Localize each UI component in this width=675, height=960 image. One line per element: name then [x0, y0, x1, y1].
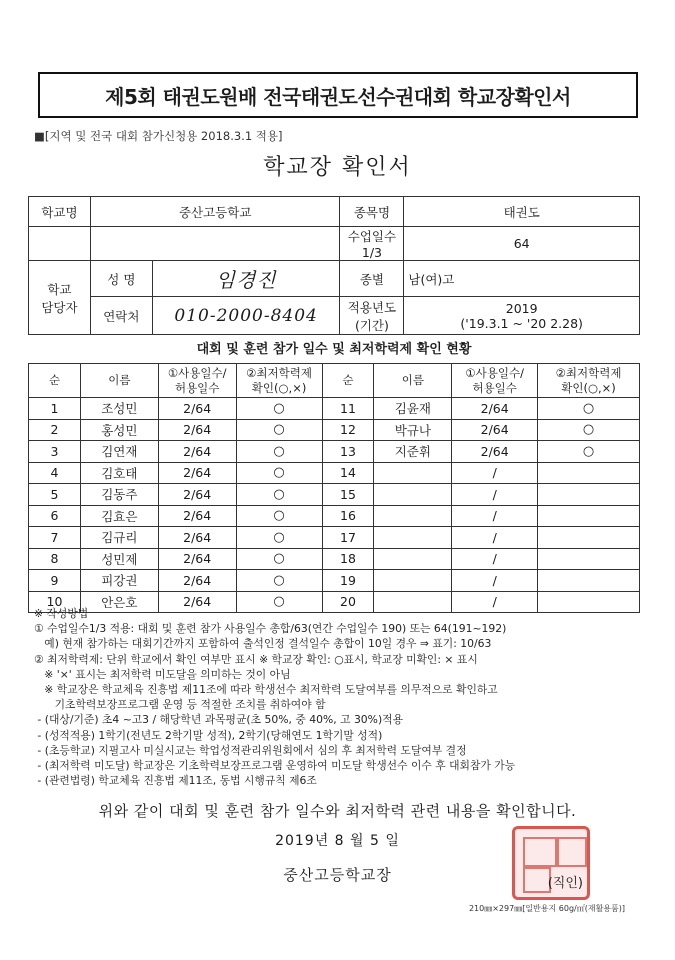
row-days: / — [452, 484, 538, 506]
row-days: 2/64 — [158, 505, 236, 527]
row-check: ○ — [538, 398, 640, 420]
status-title: 대회 및 훈련 참가 일수 및 최저학력제 확인 현황 — [196, 342, 472, 357]
row-name: 안은호 — [80, 591, 158, 613]
row-check — [538, 548, 640, 570]
row-no: 1 — [29, 398, 81, 420]
row-no: 7 — [29, 527, 81, 549]
row-check: ○ — [538, 441, 640, 463]
instruction-line: ※ 학교장은 학교체육 진흥법 제11조에 따라 학생선수 최저학력 도달여부를 의무적으로 확인하고 — [34, 683, 498, 697]
row-days: 2/64 — [158, 441, 236, 463]
row-no: 10 — [29, 591, 81, 613]
row-days: 2/64 — [158, 548, 236, 570]
confirmation-statement: 위와 같이 대회 및 훈련 참가 일수와 최저학력 관련 내용을 확인합니다. — [98, 802, 577, 820]
row-no: 16 — [322, 505, 374, 527]
row-no: 13 — [322, 441, 374, 463]
row-name — [374, 548, 452, 570]
row-check — [538, 570, 640, 592]
col-check: ②최저학력제 확인(○,×) — [236, 364, 322, 398]
row-name — [374, 527, 452, 549]
form-note: ■[지역 및 전국 대회 참가신청용 2018.3.1 적용] — [34, 129, 283, 143]
table-row — [29, 505, 640, 527]
year-value: 2019 ('19.3.1 ~ '20 2.28) — [404, 297, 640, 335]
row-days: 2/64 — [158, 398, 236, 420]
row-name — [374, 462, 452, 484]
row-days: 2/64 — [158, 419, 236, 441]
row-no: 17 — [322, 527, 374, 549]
table-row — [29, 548, 640, 570]
row-no: 12 — [322, 419, 374, 441]
row-days: 2/64 — [158, 484, 236, 506]
instruction-line: - (초등학교) 지필고사 미실시교는 학업성적관리위원회에서 심의 후 최저학력 도달여부 결정 — [34, 743, 467, 757]
instruction-line: - (대상/기준) 초4 ~고3 / 해당학년 과목평균(초 50%, 중 40%, 고 30%)적용 — [34, 713, 404, 727]
row-days: 2/64 — [452, 441, 538, 463]
info-table — [28, 196, 640, 335]
row-check: ○ — [538, 419, 640, 441]
school-label: 학교명 — [29, 197, 91, 227]
row-no: 15 — [322, 484, 374, 506]
row-no: 4 — [29, 462, 81, 484]
row-check — [538, 484, 640, 506]
row-check: ○ — [236, 484, 322, 506]
instruction-line: 예) 현재 참가하는 대회기간까지 포함하여 출석인정 결석일수 총합이 10일 경우 ⇒ 표기: 10/63 — [34, 637, 492, 651]
sport-label: 종목명 — [340, 197, 404, 227]
sport-value: 태권도 — [404, 197, 640, 227]
row-check: ○ — [236, 419, 322, 441]
participation-table — [28, 363, 640, 613]
year-label: 적용년도 (기간) — [340, 297, 404, 335]
table-row — [29, 462, 640, 484]
instruction-line: ② 최저학력제: 단위 학교에서 확인 여부만 표시 ※ 학교장 확인: ○표시, 학교장 미확인: × 표시 — [34, 652, 478, 666]
row-check: ○ — [236, 527, 322, 549]
row-name: 김동주 — [80, 484, 158, 506]
row-days: / — [452, 505, 538, 527]
name-value: 임경진 — [152, 261, 340, 297]
row-name: 박규나 — [374, 419, 452, 441]
paper-spec: 210㎜×297㎜[일반용지 60g/㎡(재활용품)] — [468, 904, 625, 913]
signer-name: 중산고등학교장 — [283, 866, 392, 884]
table-row — [29, 570, 640, 592]
instruction-line: ① 수업일수1/3 적용: 대회 및 훈련 참가 사용일수 총합/63(연간 수업일수 190) 또는 64(191~192) — [34, 622, 507, 636]
type-value: 남(여)고 — [404, 261, 640, 297]
issue-date: 2019년 8 월 5 일 — [275, 833, 400, 849]
official-seal — [512, 826, 590, 900]
instruction-line: ※ 작성방법 — [34, 607, 89, 620]
row-name: 조성민 — [80, 398, 158, 420]
row-no: 14 — [322, 462, 374, 484]
row-days: 2/64 — [158, 527, 236, 549]
type-label: 종별 — [340, 261, 404, 297]
instruction-line: 기초학력보장프로그램 운영 등 적절한 조치를 취하여야 함 — [34, 698, 326, 712]
row-days: 2/64 — [452, 398, 538, 420]
row-days: / — [452, 462, 538, 484]
document-title: 학교장 확인서 — [263, 155, 412, 180]
table-row — [29, 419, 640, 441]
instruction-line: - (최저학력 미도달) 학교장은 기초학력보장프로그램 운영하여 미도달 학생선수 이수 후 대회참가 가능 — [34, 759, 516, 773]
row-name: 피강권 — [80, 570, 158, 592]
row-name — [374, 484, 452, 506]
row-check: ○ — [236, 505, 322, 527]
row-name: 김규리 — [80, 527, 158, 549]
table-row — [29, 527, 640, 549]
row-check: ○ — [236, 398, 322, 420]
col-no: 순 — [322, 364, 374, 398]
row-no: 3 — [29, 441, 81, 463]
row-no: 20 — [322, 591, 374, 613]
school-value: 중산고등학교 — [90, 197, 340, 227]
row-check: ○ — [236, 570, 322, 592]
row-no: 2 — [29, 419, 81, 441]
row-name: 지준휘 — [374, 441, 452, 463]
row-check — [538, 527, 640, 549]
days-value: 64 — [404, 227, 640, 261]
row-name — [374, 505, 452, 527]
instructions — [34, 606, 644, 788]
row-no: 18 — [322, 548, 374, 570]
manager-label: 학교 담당자 — [29, 261, 91, 335]
col-name: 이름 — [80, 364, 158, 398]
col-check: ②최저학력제 확인(○,×) — [538, 364, 640, 398]
row-no: 19 — [322, 570, 374, 592]
seal-label: (직인) — [547, 876, 583, 891]
row-check: ○ — [236, 591, 322, 613]
row-name: 김호태 — [80, 462, 158, 484]
table-row — [29, 484, 640, 506]
row-days: / — [452, 591, 538, 613]
row-days: 2/64 — [158, 591, 236, 613]
row-days: / — [452, 548, 538, 570]
row-days: 2/64 — [452, 419, 538, 441]
name-label: 성 명 — [90, 261, 152, 297]
row-no: 6 — [29, 505, 81, 527]
row-check — [538, 505, 640, 527]
row-check: ○ — [236, 462, 322, 484]
col-days: ①사용일수/ 허용일수 — [452, 364, 538, 398]
row-days: 2/64 — [158, 570, 236, 592]
row-check — [538, 462, 640, 484]
row-check: ○ — [236, 441, 322, 463]
row-days: / — [452, 570, 538, 592]
instruction-line: - (성적적용) 1학기(전년도 2학기말 성적), 2학기(당해연도 1학기말 성적) — [34, 728, 383, 742]
days-label: 수업일수 1/3 — [340, 227, 404, 261]
table-row — [29, 398, 640, 420]
instruction-line: - (관련법령) 학교체육 진흥법 제11조, 동법 시행규칙 제6조 — [34, 774, 317, 788]
contact-label: 연락처 — [90, 297, 152, 335]
row-no: 11 — [322, 398, 374, 420]
row-days: / — [452, 527, 538, 549]
row-days: 2/64 — [158, 462, 236, 484]
col-days: ①사용일수/ 허용일수 — [158, 364, 236, 398]
col-name: 이름 — [374, 364, 452, 398]
row-no: 9 — [29, 570, 81, 592]
row-name — [374, 570, 452, 592]
row-no: 5 — [29, 484, 81, 506]
contact-value: 010-2000-8404 — [152, 297, 340, 335]
row-name: 김윤재 — [374, 398, 452, 420]
col-no: 순 — [29, 364, 81, 398]
instruction-line: ※ '×' 표시는 최저학력 미도달을 의미하는 것이 아님 — [34, 667, 291, 681]
row-name: 김효은 — [80, 505, 158, 527]
row-check: ○ — [236, 548, 322, 570]
row-name: 홍성민 — [80, 419, 158, 441]
event-banner: 제5회 태권도원배 전국태권도선수권대회 학교장확인서 — [38, 72, 638, 118]
table-row — [29, 441, 640, 463]
row-no: 8 — [29, 548, 81, 570]
row-name: 성민제 — [80, 548, 158, 570]
table-header-row — [29, 364, 640, 398]
row-name: 김연재 — [80, 441, 158, 463]
